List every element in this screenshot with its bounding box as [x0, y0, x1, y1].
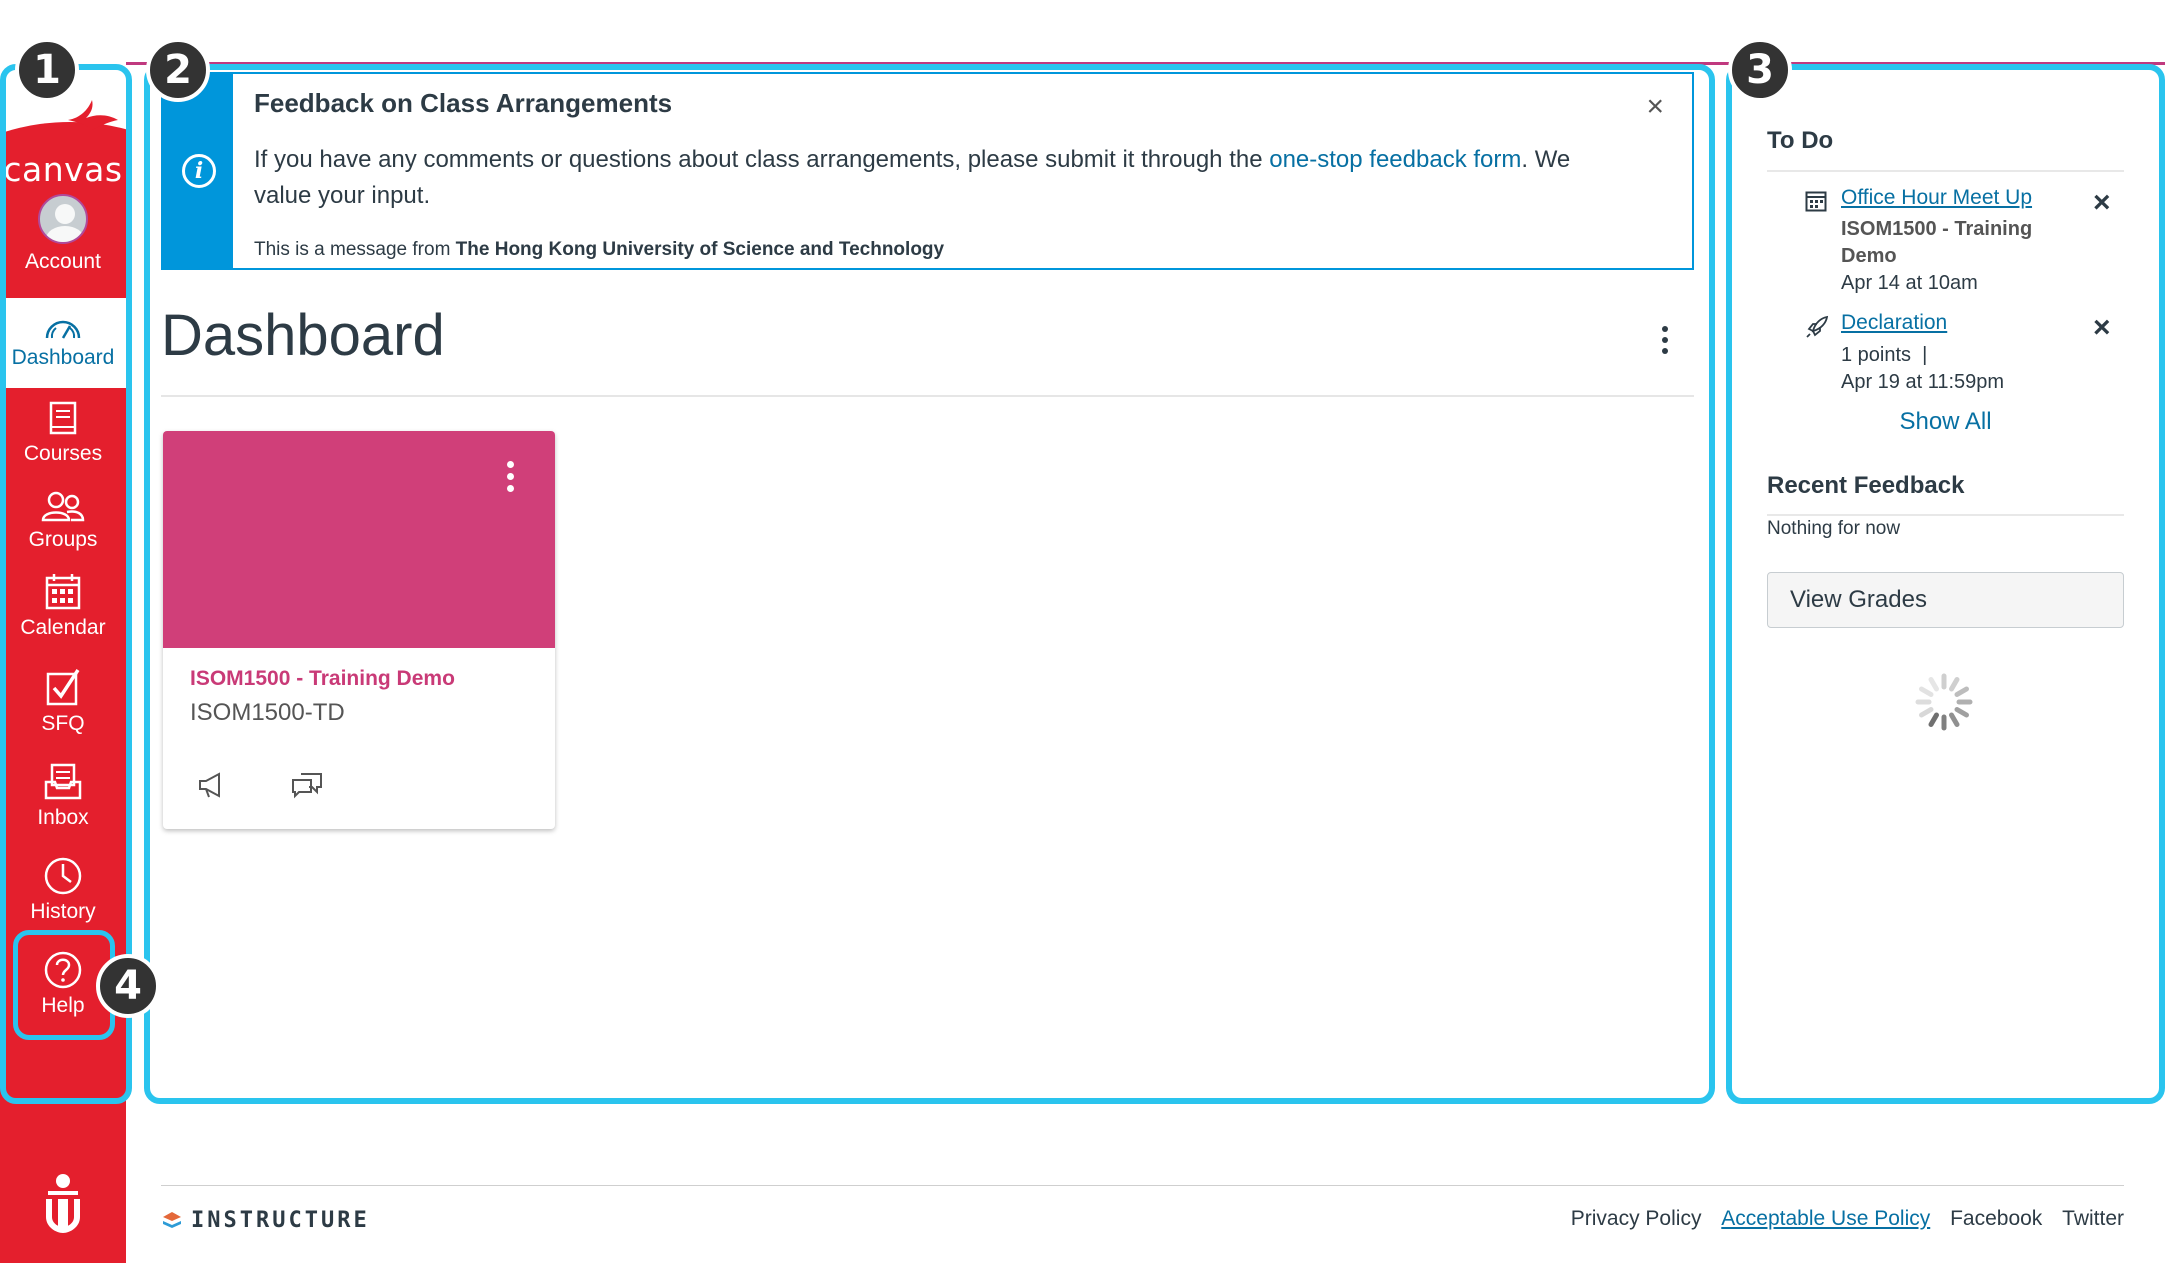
course-card-name[interactable]: ISOM1500 - Training Demo: [190, 667, 455, 690]
discussions-icon[interactable]: [291, 771, 323, 804]
todo-divider: [1767, 170, 2124, 172]
course-card[interactable]: [163, 431, 555, 829]
acceptable-use-policy-link[interactable]: Acceptable Use Policy: [1721, 1207, 1931, 1230]
twitter-link[interactable]: Twitter: [2062, 1207, 2124, 1230]
instructure-mark-icon: [161, 1210, 183, 1232]
dashboard-options-icon[interactable]: [1655, 326, 1675, 362]
course-card-hero[interactable]: [163, 431, 555, 648]
header-divider: [161, 395, 1694, 397]
loading-spinner-icon: [1914, 672, 1974, 732]
todo-item-date: Apr 19 at 11:59pm: [1841, 371, 2005, 393]
callout-badge-3: 3: [1728, 38, 1792, 102]
instructure-wordmark: INSTRUCTURE: [191, 1208, 370, 1233]
alert-message-tail: . We value your input.: [254, 146, 1571, 209]
feedback-form-link[interactable]: one-stop feedback form: [1269, 146, 1522, 173]
alert-title: Feedback on Class Arrangements: [254, 88, 673, 118]
todo-item-points: 1 points |: [1841, 344, 1928, 366]
instructure-logo[interactable]: [161, 1208, 370, 1233]
rocket-icon: [1805, 315, 1829, 339]
nav-inbox-label: Inbox: [37, 806, 89, 829]
canvas-wordmark: canvas: [3, 150, 123, 189]
footer-divider: [161, 1185, 2124, 1186]
nav-calendar-label: Calendar: [20, 616, 106, 639]
hkust-logo: [38, 1173, 88, 1235]
todo-item-course: ISOM1500 - Training Demo: [1841, 218, 2033, 267]
nav-dashboard-label: Dashboard: [11, 346, 115, 369]
feedback-empty-text: Nothing for now: [1767, 518, 1901, 539]
callout-badge-4: 4: [96, 954, 160, 1018]
nav-help-label: Help: [41, 994, 85, 1017]
nav-history-label: History: [30, 900, 96, 923]
page-title: Dashboard: [161, 303, 445, 368]
alert-source: [254, 239, 944, 261]
alert-message: [254, 142, 1604, 214]
alert-source-prefix: This is a message from: [254, 239, 456, 260]
course-card-options-icon[interactable]: [507, 461, 517, 497]
todo-item-link[interactable]: Office Hour Meet Up: [1841, 186, 2033, 209]
alert-source-name: The Hong Kong University of Science and Technology: [455, 239, 945, 260]
course-card-code: ISOM1500-TD: [190, 699, 345, 726]
course-card-actions: [197, 771, 383, 804]
global-announcement-alert: [161, 72, 1694, 270]
calendar-icon: [1805, 190, 1827, 212]
announcements-icon[interactable]: [197, 771, 227, 804]
nav-account-label: Account: [25, 250, 101, 273]
alert-close-icon[interactable]: ×: [1646, 90, 1664, 123]
callout-badge-1: 1: [15, 38, 79, 102]
todo-item: [1805, 186, 2125, 296]
info-icon: i: [182, 154, 216, 188]
nav-sfq-label: SFQ: [41, 712, 85, 735]
facebook-link[interactable]: Facebook: [1950, 1207, 2043, 1230]
recent-feedback-heading: Recent Feedback: [1767, 472, 1965, 499]
nav-courses-label: Courses: [23, 442, 103, 465]
alert-stripe: [163, 74, 233, 268]
todo-heading: To Do: [1767, 127, 1834, 154]
nav-groups-label: Groups: [28, 528, 98, 551]
view-grades-button[interactable]: View Grades: [1767, 572, 2124, 628]
todo-item-link[interactable]: Declaration: [1841, 311, 1948, 334]
feedback-divider: [1767, 514, 2124, 516]
footer-links: [1557, 1207, 2124, 1231]
privacy-policy-link[interactable]: Privacy Policy: [1570, 1207, 1702, 1230]
dismiss-icon[interactable]: ×: [2093, 311, 2111, 344]
todo-item-date: Apr 14 at 10am: [1841, 272, 1978, 294]
callout-badge-2: 2: [146, 38, 210, 102]
dismiss-icon[interactable]: ×: [2093, 186, 2111, 219]
alert-message-text: If you have any comments or questions about class arrangements, please submit it through the: [254, 146, 1270, 173]
show-all-link[interactable]: Show All: [1899, 408, 1992, 435]
todo-item: [1805, 311, 2125, 395]
